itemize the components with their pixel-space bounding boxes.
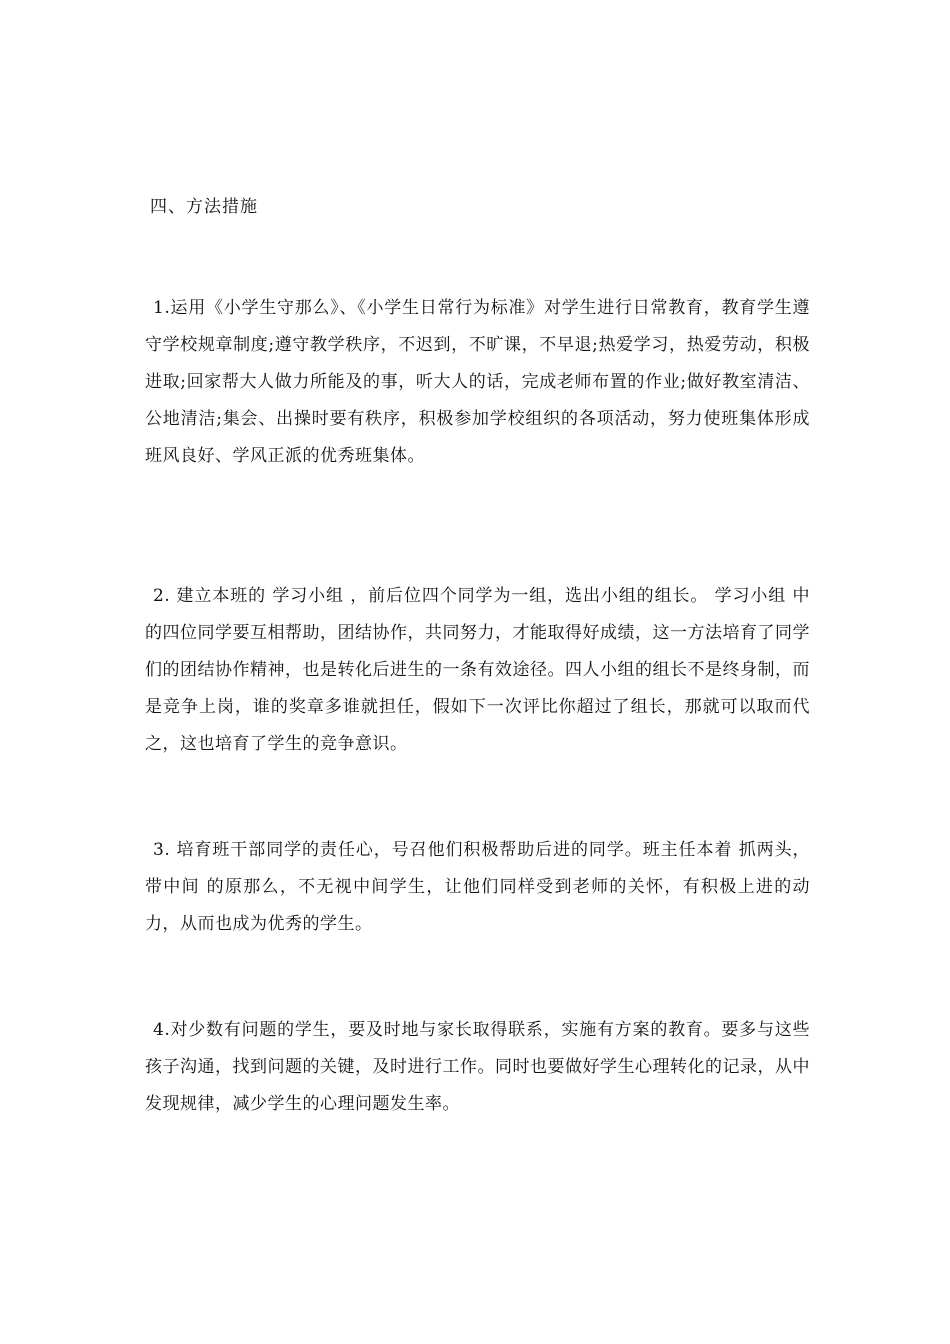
section-heading: 四、方法措施 bbox=[150, 197, 258, 217]
paragraph-4: 4.对少数有问题的学生，要及时地与家长取得联系，实施有方案的教育。要多与这些孩子沟通，找到问题的关键，及时进行工作。同时也要做好学生心理转化的记录，从中发现规律，减少学生的心理问题发生率。 bbox=[145, 1020, 810, 1114]
paragraph-2: 2. 建立本班的 学习小组 ，前后位四个同学为一组，选出小组的组长。 学习小组 中的四位同学要互相帮助，团结协作，共同努力，才能取得好成绩，这一方法培育了同学们的团结协作精神，也是转化后进生的一条有效途径。四人小组的组长不是终身制，而是竞争上岗，谁的奖章多谁就担任，假如下一次评比你超过了组长，那就可以取而代之，这也培育了学生的竞争意识。 bbox=[145, 586, 810, 754]
paragraph-3: 3. 培育班干部同学的责任心，号召他们积极帮助后进的同学。班主任本着 抓两头，带中间 的原那么，不无视中间学生，让他们同样受到老师的关怀，有积极上进的动力，从而也成为优秀的学生。 bbox=[145, 840, 810, 934]
paragraph-1: 1.运用《小学生守那么》、《小学生日常行为标准》对学生进行日常教育，教育学生遵守学校规章制度;遵守教学秩序，不迟到，不旷课，不早退;热爱学习，热爱劳动，积极进取;回家帮大人做力所能及的事，听大人的话，完成老师布置的作业;做好教室清洁、公地清洁;集会、出操时要有秩序，积极参加学校组织的各项活动，努力使班集体形成班风良好、学风正派的优秀班集体。 bbox=[145, 298, 810, 466]
